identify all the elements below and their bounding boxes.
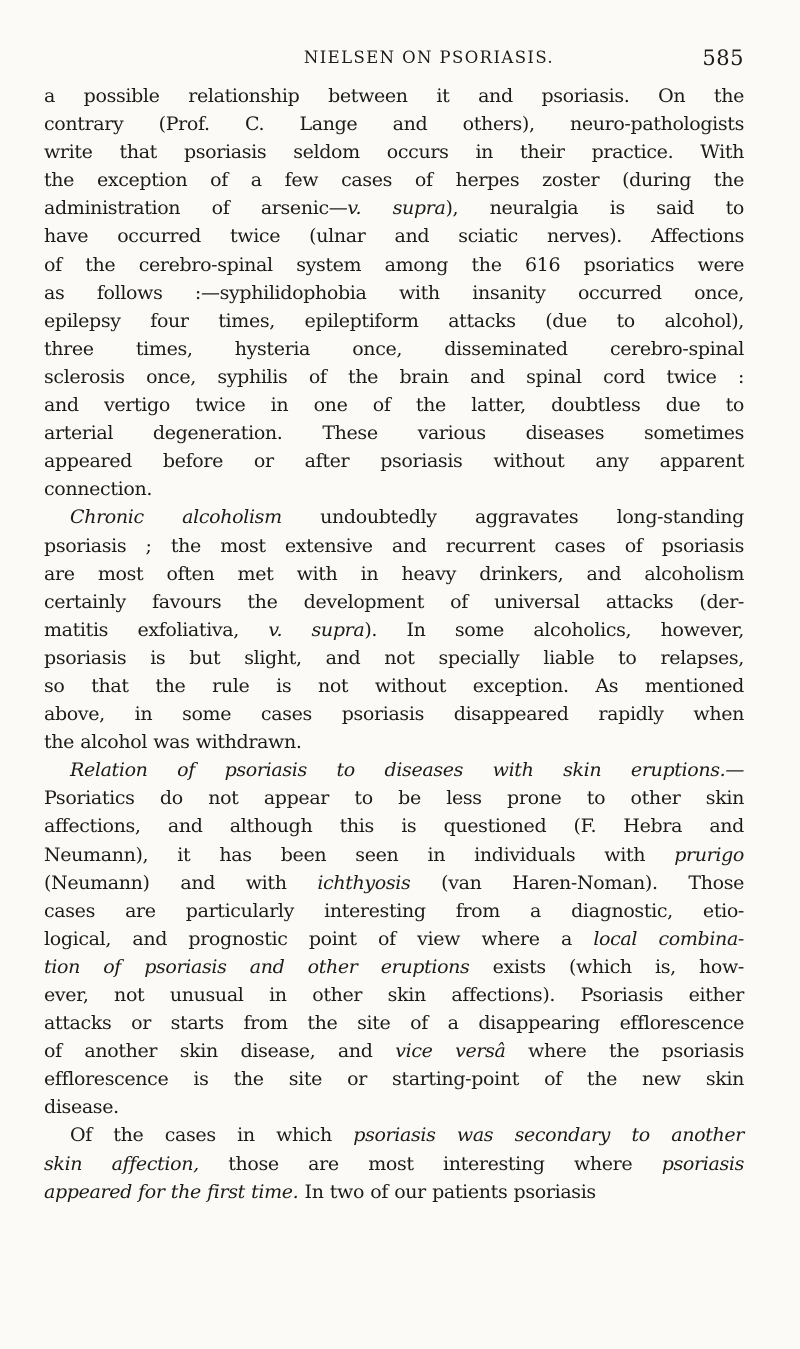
text-line [44, 1065, 744, 1093]
text-run: contrary (Prof. C. Lange and others), neuro-pathologists [44, 113, 744, 136]
text-line [44, 1093, 744, 1121]
text-line [44, 335, 744, 363]
paragraph [44, 82, 744, 503]
italic-text: Chronic alcoholism [70, 506, 282, 529]
italic-text: skin affection, [44, 1152, 199, 1175]
text-line [44, 981, 744, 1009]
text-line [44, 925, 744, 953]
text-line [44, 1178, 744, 1206]
text-line [44, 1037, 744, 1065]
text-run: of another skin disease, and [44, 1040, 396, 1063]
text-run: logical, and prognostic point of view where a [44, 927, 594, 950]
text-run: Neumann), it has been seen in individuals with [44, 843, 675, 866]
text-line [44, 841, 744, 869]
text-run: affections, and although this is questioned (F. Hebra and [44, 815, 744, 838]
text-line [44, 391, 744, 419]
text-line [44, 1150, 744, 1178]
text-run: Of the cases in which [70, 1124, 354, 1147]
text-run: appeared before or after psoriasis without any apparent [44, 450, 744, 473]
text-line [44, 419, 744, 447]
text-run: — [725, 759, 744, 782]
text-line [44, 307, 744, 335]
italic-text: psoriasis was secondary to another [353, 1124, 744, 1147]
italic-text: psoriasis [661, 1152, 744, 1175]
text-line [44, 700, 744, 728]
text-line [44, 503, 744, 531]
paragraph [44, 503, 744, 756]
body-text [44, 82, 744, 1206]
text-run: attacks or starts from the site of a disappearing efflorescence [44, 1012, 744, 1035]
text-run: so that the rule is not without exception. As mentioned [44, 674, 744, 697]
running-head [44, 48, 744, 76]
italic-text: v. supra [347, 197, 446, 220]
paragraph [44, 756, 744, 1121]
text-run: connection. [44, 478, 153, 501]
text-run: write that psoriasis seldom occurs in their practice. With [44, 141, 744, 164]
text-line [44, 222, 744, 250]
text-run: above, in some cases psoriasis disappeared rapidly when [44, 703, 744, 726]
italic-text: v. supra [268, 618, 365, 641]
text-line [44, 953, 744, 981]
text-run: (Neumann) and with [44, 871, 318, 894]
text-run: In two of our patients psoriasis [298, 1180, 596, 1203]
text-run: efflorescence is the site or starting-point of the new skin [44, 1068, 744, 1091]
text-run: sclerosis once, syphilis of the brain and spinal cord twice : [44, 365, 744, 388]
text-run: cases are particularly interesting from a diagnostic, etio- [44, 899, 744, 922]
text-run: undoubtedly aggravates long-standing [281, 506, 744, 529]
text-run: a possible relationship between it and psoriasis. On the [44, 85, 744, 107]
italic-text: ichthyosis [317, 871, 411, 894]
text-run: psoriasis is but slight, and not specially liable to relapses, [44, 646, 744, 669]
text-line [44, 588, 744, 616]
text-line [44, 279, 744, 307]
running-title: NIELSEN ON PSORIASIS. [303, 48, 555, 67]
text-line [44, 363, 744, 391]
text-line [44, 616, 744, 644]
text-run: (van Haren-Noman). Those [410, 871, 744, 894]
text-run: the alcohol was withdrawn. [44, 731, 302, 754]
text-run: where the psoriasis [505, 1040, 744, 1063]
text-line [44, 756, 744, 784]
text-run: exists (which is, how- [469, 955, 744, 978]
text-line [44, 812, 744, 840]
text-run: disease. [44, 1096, 119, 1119]
text-run: Psoriatics do not appear to be less prone to other skin [44, 787, 744, 810]
text-line [44, 1121, 744, 1149]
page-number: 585 [702, 46, 744, 70]
text-line [44, 194, 744, 222]
text-run: ). In some alcoholics, however, [364, 618, 744, 641]
text-run: three times, hysteria once, disseminated cerebro-spinal [44, 337, 744, 360]
text-line [44, 475, 744, 503]
text-run: have occurred twice (ulnar and sciatic nerves). Affections [44, 225, 744, 248]
italic-text: Relation of psoriasis to diseases with skin eruptions. [70, 759, 726, 782]
text-line [44, 784, 744, 812]
text-line [44, 1009, 744, 1037]
text-line [44, 532, 744, 560]
text-run: ever, not unusual in other skin affections). Psoriasis either [44, 984, 744, 1006]
text-line [44, 82, 744, 110]
text-run: as follows :—syphilidophobia with insanity occurred once, [44, 281, 744, 304]
text-line [44, 644, 744, 672]
paragraph [44, 1121, 744, 1205]
text-line [44, 897, 744, 925]
italic-text: local combina- [593, 927, 744, 950]
text-run: matitis exfoliativa, [44, 618, 269, 641]
text-line [44, 110, 744, 138]
text-run: arterial degeneration. These various diseases sometimes [44, 422, 744, 445]
text-line [44, 728, 744, 756]
text-run: are most often met with in heavy drinkers, and alcoholism [44, 562, 744, 585]
text-run: certainly favours the development of universal attacks (der- [44, 590, 744, 613]
text-line [44, 138, 744, 166]
italic-text: prurigo [674, 843, 744, 866]
text-run: of the cerebro-spinal system among the 616 psoriatics were [44, 253, 744, 276]
text-run: epilepsy four times, epileptiform attacks (due to alcohol), [44, 309, 744, 332]
text-line [44, 447, 744, 475]
text-run: psoriasis ; the most extensive and recurrent cases of psoriasis [44, 534, 744, 557]
text-run: administration of arsenic— [44, 197, 348, 220]
italic-text: appeared for the first time. [44, 1180, 299, 1203]
text-line [44, 869, 744, 897]
text-run: those are most interesting where [198, 1152, 662, 1175]
text-line [44, 166, 744, 194]
italic-text: vice versâ [395, 1040, 506, 1063]
text-run: and vertigo twice in one of the latter, doubtless due to [44, 394, 744, 417]
italic-text: tion of psoriasis and other eruptions [44, 955, 470, 978]
text-line [44, 672, 744, 700]
text-run: the exception of a few cases of herpes zoster (during the [44, 169, 744, 192]
text-line [44, 560, 744, 588]
text-line [44, 251, 744, 279]
text-run: ), neuralgia is said to [445, 197, 745, 220]
